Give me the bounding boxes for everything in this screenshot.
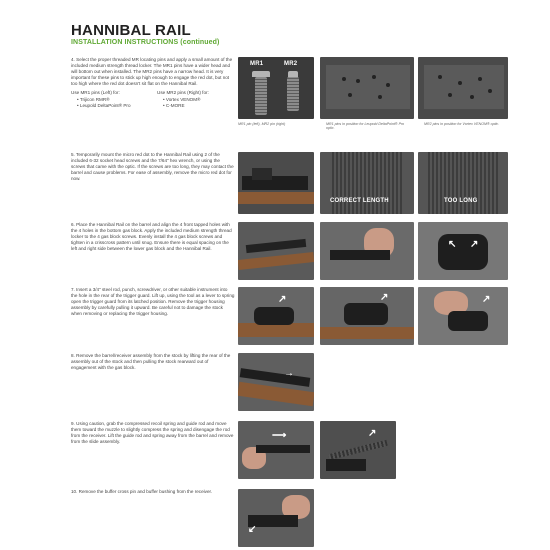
mr2-item: • Vortex VENOM® <box>157 97 235 103</box>
trigger-housing-lift-photo <box>320 287 414 345</box>
step-number: 5. <box>71 152 75 157</box>
step-text: Using caution, grab the compressed recoil spring and guide rod and move them toward the muzzle to slightly compress the spring and disengage the rod from the receiver. Lift the guide rod and spring away from the barrel and remove from the slide assembly. <box>71 421 234 444</box>
rail-mr1-photo <box>320 57 414 119</box>
mr1-column <box>71 90 149 109</box>
gas-block-screws-photo <box>320 222 414 280</box>
step-number: 7. <box>71 287 75 292</box>
correct-length-label: CORRECT LENGTH <box>330 198 389 204</box>
arrow-right-icon: ↗ <box>470 239 479 250</box>
step-10 <box>71 489 235 495</box>
mr1-heading: Use MR1 pins (Left) for: <box>71 90 120 95</box>
arrow-up-icon: ↗ <box>380 292 389 303</box>
step-6 <box>71 222 235 252</box>
trigger-guard-photo <box>238 287 314 345</box>
arrow-up-icon: ↗ <box>278 294 287 305</box>
rail-mr2-photo <box>418 57 508 119</box>
page-title: HANNIBAL RAIL <box>71 22 191 39</box>
step-4 <box>71 57 235 109</box>
arrow-up-right-icon: ↗ <box>368 428 377 439</box>
mr2-pin-icon <box>287 77 299 111</box>
mr2-item: • C-MORE <box>157 103 235 109</box>
barrel-receiver-removal-photo <box>238 353 314 411</box>
too-long-photo <box>418 152 508 214</box>
step-8 <box>71 353 235 371</box>
photo-caption: MR1 pin (left), MR2 pin (right) <box>238 122 286 126</box>
step-text: Insert a 3/4" steel rod, punch, screwdriver, or other suitable instrument into the hole in the rear of the trigger guard. Lift up, using the tool as a lever to spring open the trigger guard from its latched position. Remove the trigger housing assembly by carefully pulling it upward. Be careful not to damage the stock when removing or replacing the trigger housing. <box>71 287 235 316</box>
photo-caption: MR2 pins in position for Vortex VENOM® optic. <box>424 122 500 126</box>
photo-caption: MR1 pins in position for Leupold DeltaPoint® Pro optic. <box>326 122 405 131</box>
step-7 <box>71 287 235 317</box>
mr1-label: MR1 <box>250 61 264 67</box>
step-text: Remove the barrel/receiver assembly from the stock by lifting the rear of the assembly out of the stock and then pulling the stock rearward out of engagement with the gas block. <box>71 353 231 370</box>
arrow-left-icon: ↖ <box>448 239 457 250</box>
arrow-right-icon: ⟶ <box>272 430 287 441</box>
mr2-label: MR2 <box>284 61 298 67</box>
step-text: Select the proper threaded MR locating pins and apply a small amount of the included medium strength thread locker. The MR1 pins have a wider head and will bottom out when installed. The MR2 pins have a narrow head. It is very important for these pins to stick up high enough to engage the red dot, but not too high where the red dot doesn't sit flat on the Hannibal Rail. <box>71 57 233 86</box>
recoil-spring-removal-photo <box>320 421 396 479</box>
page-subtitle: INSTALLATION INSTRUCTIONS (continued) <box>71 39 220 46</box>
step-number: 6. <box>71 222 75 227</box>
step-text: Temporarily mount the micro red dot to the Hannibal Rail using 2 of the included 6-32 socket head screws and the 7/64" hex wrench, or using the screws that came with the optic. If the screws are too long, they may contact the barrel and cause problems. For ease of assembly, remove the micro red dot for now. <box>71 152 234 181</box>
mr-pins-photo <box>238 57 314 119</box>
trigger-housing-removed-photo <box>418 287 508 345</box>
mr2-heading: Use MR2 pins (Right) for: <box>157 90 209 95</box>
step-number: 10. <box>71 489 78 494</box>
step-9 <box>71 421 235 445</box>
rail-on-barrel-photo <box>238 222 314 280</box>
mr1-item: • Trijicon RMR® <box>71 97 149 103</box>
mr1-item: • Leupold DeltaPoint® Pro <box>71 103 149 109</box>
step-5 <box>71 152 235 182</box>
mr1-pin-icon <box>255 77 267 115</box>
step-number: 4. <box>71 57 75 62</box>
correct-length-photo <box>320 152 414 214</box>
too-long-label: TOO LONG <box>444 198 478 204</box>
buffer-pin-removal-photo <box>238 489 314 547</box>
rail-mounted-photo <box>238 152 314 214</box>
rail-alignment-photo <box>418 222 508 280</box>
step-text: Remove the buffer cross pin and buffer bushing from the receiver. <box>78 489 213 494</box>
arrow-left-icon: ↙ <box>248 524 257 535</box>
step-number: 9. <box>71 421 75 426</box>
step-text: Place the Hannibal Rail on the barrel and align the 4 front tapped holes with the 4 holes in the bottom gas block. Apply the included medium strength thread locker to the 4 gas block screws. Evenly install the 4 gas block screws and tighten in a crisscross pattern until snug. Ensure there is equal spacing on the left and right side between the lower gas block and the Hannibal Rail. <box>71 222 232 251</box>
arrow-up-icon: ↗ <box>482 294 491 305</box>
recoil-spring-compress-photo <box>238 421 314 479</box>
pin-usage-columns <box>71 90 235 109</box>
arrow-right-icon: → <box>284 368 294 379</box>
step-number: 8. <box>71 353 75 358</box>
mr2-column <box>157 90 235 109</box>
